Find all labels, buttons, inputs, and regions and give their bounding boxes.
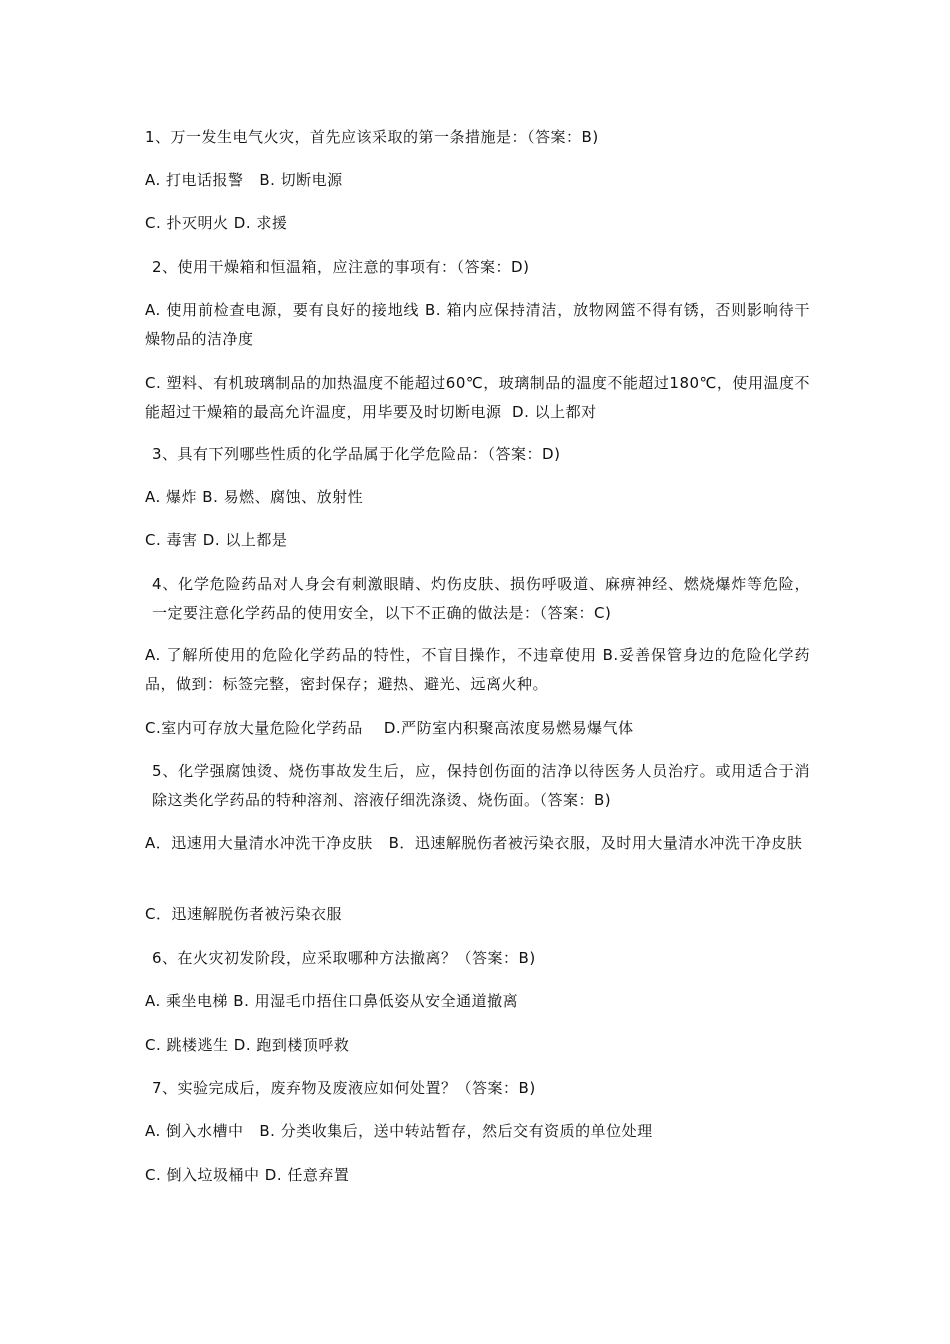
question-7-options-ab: A. 倒入水槽中 B. 分类收集后，送中转站暂存，然后交有资质的单位处理 — [145, 1122, 653, 1140]
question-3-stem: 3、具有下列哪些性质的化学品属于化学危险品：（答案：D) — [152, 445, 561, 463]
question-2-options-ab: A. 使用前检查电源，要有良好的接地线 B. 箱内应保持清洁，放物网篮不得有锈，否则影响待干燥物品的洁净度 — [145, 301, 810, 348]
question-4-options-ab: A. 了解所使用的危险化学药品的特性，不盲目操作，不违章使用 B.妥善保管身边的危险化学药品，做到：标签完整，密封保存；避热、避光、远离火种。 — [145, 646, 810, 693]
question-4-options-cd: C.室内可存放大量危险化学药品 D.严防室内积聚高浓度易燃易爆气体 — [145, 719, 634, 737]
question-5-options-ab: A．迅速用大量清水冲洗干净皮肤 B．迅速解脱伤者被污染衣服，及时用大量清水冲洗干净皮肤 — [145, 834, 803, 852]
question-6-options-cd: C. 跳楼逃生 D. 跑到楼顶呼救 — [145, 1036, 350, 1054]
question-6-stem: 6、在火灾初发阶段，应采取哪种方法撤离？（答案：B) — [152, 949, 536, 967]
question-1-stem: 1、万一发生电气火灾，首先应该采取的第一条措施是：（答案：B) — [145, 128, 599, 146]
question-1-options-cd: C. 扑灭明火 D. 求援 — [145, 214, 288, 232]
question-7-stem: 7、实验完成后，废弃物及废液应如何处置？（答案：B) — [152, 1079, 536, 1097]
question-5-options-c: C．迅速解脱伤者被污染衣服 — [145, 905, 342, 923]
question-3-options-cd: C. 毒害 D. 以上都是 — [145, 531, 288, 549]
question-4-stem: 4、化学危险药品对人身会有刺激眼睛、灼伤皮肤、损伤呼吸道、麻痹神经、燃烧爆炸等危险，一定要注意化学药品的使用安全，以下不正确的做法是：（答案：C) — [152, 575, 810, 622]
question-2-stem: 2、使用干燥箱和恒温箱，应注意的事项有：（答案：D) — [152, 258, 530, 276]
question-5-stem: 5、化学强腐蚀烫、烧伤事故发生后，应，保持创伤面的洁净以待医务人员治疗。或用适合于消除这类化学药品的特种溶剂、溶液仔细洗涤烫、烧伤面。（答案：B) — [152, 762, 810, 809]
question-2-options-cd: C. 塑料、有机玻璃制品的加热温度不能超过60℃，玻璃制品的温度不能超过180℃，使用温度不能超过干燥箱的最高允许温度，用毕要及时切断电源 D. 以上都对 — [145, 374, 810, 421]
question-6-options-ab: A. 乘坐电梯 B. 用湿毛巾捂住口鼻低姿从安全通道撤离 — [145, 992, 519, 1010]
question-7-options-cd: C. 倒入垃圾桶中 D. 任意弃置 — [145, 1166, 350, 1184]
question-1-options-ab: A. 打电话报警 B. 切断电源 — [145, 171, 343, 189]
question-3-options-ab: A. 爆炸 B. 易燃、腐蚀、放射性 — [145, 488, 364, 506]
